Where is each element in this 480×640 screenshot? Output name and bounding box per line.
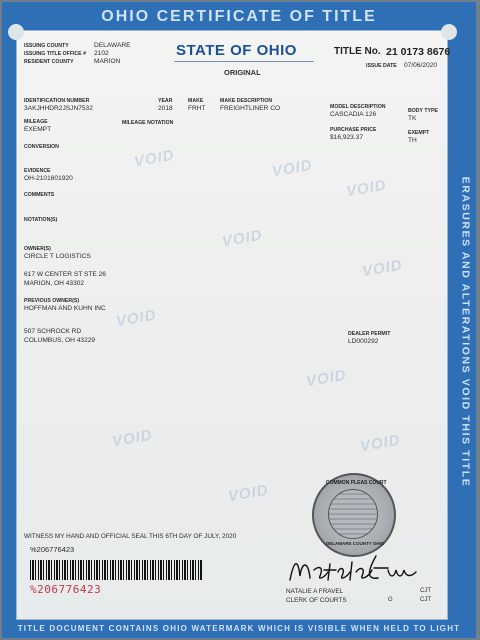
title-certificate-frame	[2, 2, 476, 638]
certificate-body	[16, 30, 451, 620]
previous-owner-address-line2: COLUMBUS, OH 43229	[24, 337, 96, 344]
resident-county-value: MARION	[94, 58, 121, 65]
previous-owner-address-line1: 507 SCHROCK RD	[24, 328, 82, 335]
bottom-banner: TITLE DOCUMENT CONTAINS OHIO WATERMARK WHICH IS VISIBLE WHEN HELD TO LIGHT	[17, 624, 461, 633]
title-number-label: TITLE No.	[334, 46, 381, 57]
previous-owner-name: HOFFMAN AND KUHN INC	[24, 305, 106, 312]
make-description-label: MAKE DESCRIPTION	[220, 98, 273, 104]
clerk-title: CLERK OF COURTS	[286, 597, 347, 604]
vin-label: IDENTIFICATION NUMBER	[24, 98, 90, 104]
punch-hole	[8, 24, 24, 40]
owner-address-line2: MARION, OH 43302	[24, 280, 85, 287]
state-title: STATE OF OHIO	[176, 42, 297, 59]
exempt-label: EXEMPT	[408, 130, 430, 136]
serial-number: %206776423	[30, 545, 75, 554]
dealer-permit-label: DEALER PERMIT	[348, 331, 391, 337]
body-type-label: BODY TYPE	[408, 108, 438, 114]
notations-label: NOTATION(S)	[24, 217, 58, 223]
issuing-office-label: ISSUING TITLE OFFICE #	[24, 51, 86, 57]
make-description-value: FREIGHTLINER CO	[220, 105, 281, 112]
void-watermark: VOID	[304, 366, 348, 391]
barcode	[30, 560, 202, 580]
resident-county-label: RESIDENT COUNTY	[24, 59, 74, 65]
serial-number-red: %206776423	[30, 583, 102, 596]
clerk-name: NATALIE A FRAVEL	[286, 588, 344, 595]
cjt-mark: CJT	[420, 597, 431, 603]
comments-label: COMMENTS	[24, 192, 55, 198]
owner-name: CIRCLE T LOGISTICS	[24, 253, 91, 260]
void-watermark: VOID	[270, 156, 314, 181]
previous-owner-label: PREVIOUS OWNER(S)	[24, 298, 80, 304]
side-banner-text: ERASURES AND ALTERATIONS VOID THIS TITLE	[459, 176, 472, 488]
mileage-value: EXEMPT	[24, 126, 52, 133]
clerk-signature	[284, 540, 424, 590]
void-watermark: VOID	[114, 306, 158, 331]
year-label: YEAR	[158, 98, 173, 104]
issuing-county-value: DELAWARE	[94, 42, 131, 49]
issue-date-value: 07/06/2020	[404, 62, 438, 69]
seal-center	[328, 489, 378, 539]
witness-statement: WITNESS MY HAND AND OFFICIAL SEAL THIS 6TH DAY OF JULY, 2020	[24, 533, 237, 540]
vin-value: 3AKJHHDR2JSJN7532	[24, 105, 93, 112]
punch-hole	[441, 24, 457, 40]
exempt-value: TH	[408, 137, 417, 144]
body-type-value: TK	[408, 115, 417, 122]
side-banner	[454, 152, 476, 512]
model-value: CASCADIA 126	[330, 111, 377, 118]
conversion-label: CONVERSION	[24, 144, 59, 150]
void-watermark: VOID	[110, 426, 154, 451]
make-value: FRHT	[188, 105, 206, 112]
title-underline	[174, 61, 314, 62]
owner-label: OWNER(S)	[24, 246, 51, 252]
void-watermark: VOID	[226, 481, 270, 506]
original-label: ORIGINAL	[224, 68, 261, 77]
title-number-value: 21 0173 8676	[386, 46, 451, 58]
dealer-permit-value: LD000292	[348, 338, 379, 345]
top-banner: OHIO CERTIFICATE OF TITLE	[101, 8, 377, 25]
owner-address-line1: 617 W CENTER ST STE 26	[24, 271, 106, 278]
void-watermark: VOID	[360, 256, 404, 281]
g-mark: G	[388, 597, 393, 603]
void-watermark: VOID	[344, 176, 388, 201]
void-watermark: VOID	[132, 146, 176, 171]
seal-text-bottom: DELAWARE COUNTY OHIO	[326, 541, 385, 546]
year-value: 2018	[158, 105, 173, 112]
evidence-label: EVIDENCE	[24, 168, 51, 174]
issue-date-label: ISSUE DATE	[366, 63, 397, 69]
purchase-price-value: $16,923.37	[330, 134, 364, 141]
make-label: MAKE	[188, 98, 204, 104]
mileage-notation-label: MILEAGE NOTATION	[122, 120, 174, 126]
void-watermark: VOID	[220, 226, 264, 251]
mileage-label: MILEAGE	[24, 119, 48, 125]
issuing-office-value: 2102	[94, 50, 109, 57]
void-watermark: VOID	[358, 431, 402, 456]
purchase-price-label: PURCHASE PRICE	[330, 127, 377, 133]
seal-text: COMMON PLEAS COURT	[326, 480, 387, 486]
issuing-county-label: ISSUING COUNTY	[24, 43, 69, 49]
cjt-mark: CJT	[420, 588, 431, 594]
model-label: MODEL DESCRIPTION	[330, 104, 386, 110]
evidence-value: OH-2101601920	[24, 175, 73, 182]
